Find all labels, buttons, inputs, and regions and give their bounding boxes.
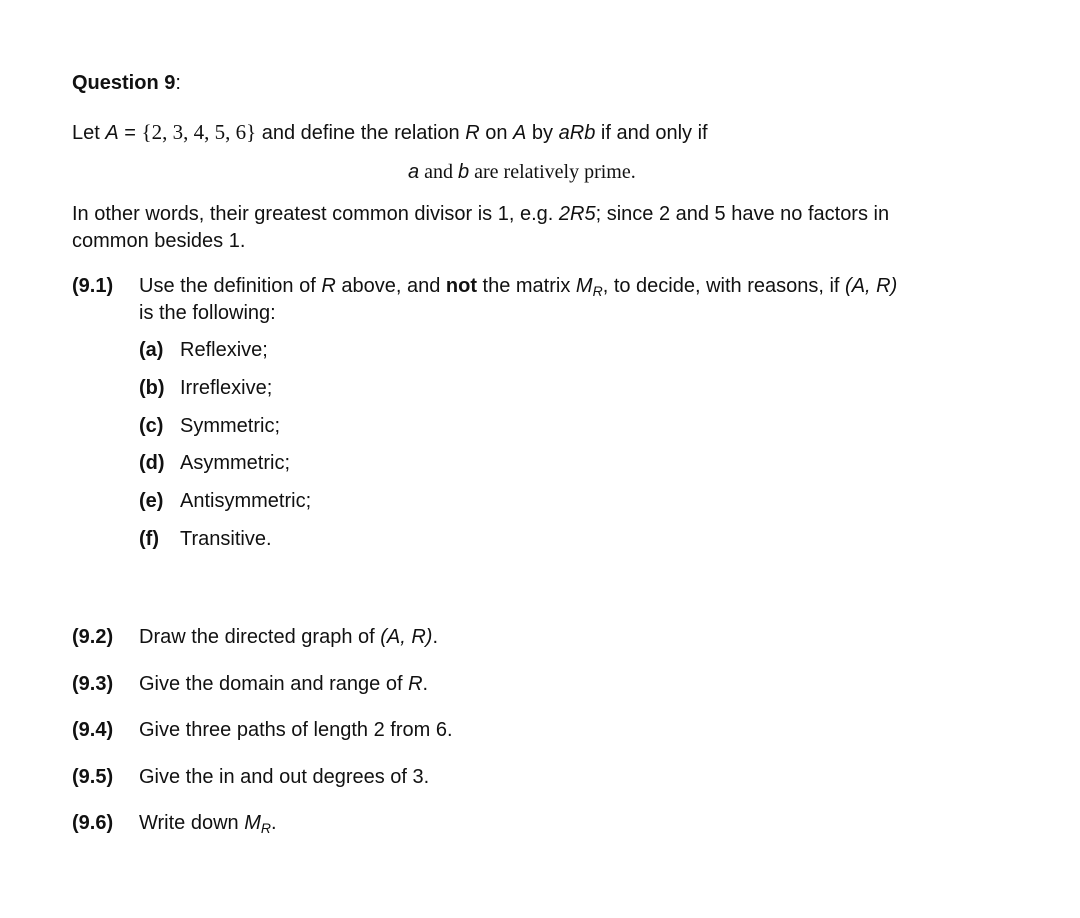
q95-number: (9.5): [72, 766, 114, 788]
q96-text-pre: Write down: [139, 812, 245, 834]
q94-text: Give three paths of length 2 from 6.: [139, 719, 453, 741]
q91-item-text: Irreflexive;: [180, 377, 273, 399]
q96-number: (9.6): [72, 812, 114, 834]
q96-matrix: M: [244, 812, 261, 834]
question-title-colon: :: [175, 72, 181, 94]
intro-end: if and only if: [595, 122, 708, 144]
q91-item-text: Asymmetric;: [180, 452, 290, 474]
relation-condition: [408, 161, 636, 184]
q96-matrix-sub: R: [260, 820, 272, 836]
q91-item-text: Transitive.: [180, 528, 272, 550]
condition-a: a: [408, 161, 420, 183]
paragraph-line-1: [72, 203, 889, 226]
q93-text-post: .: [422, 673, 429, 695]
condition-rest: are relatively prime.: [469, 161, 636, 183]
q93-number: (9.3): [72, 673, 114, 695]
q91-text-mid2: the matrix: [476, 275, 576, 297]
q96-text: [139, 812, 277, 835]
q93-text: [139, 673, 428, 696]
paragraph-post: ; since 2 and 5 have no factors in: [595, 203, 890, 225]
q92-text: [139, 626, 438, 649]
q93-text-pre: Give the domain and range of: [139, 673, 409, 695]
q91-item-label: (f): [139, 528, 159, 550]
q91-text-mid3: , to decide, with reasons, if: [602, 275, 846, 297]
q91-text-line-2: is the following:: [139, 302, 276, 324]
set-variable-2: A: [513, 122, 527, 144]
intro-line: [72, 120, 708, 145]
question-title-text: Question 9: [72, 72, 176, 94]
relation-variable: R: [465, 122, 480, 144]
intro-mid: and define the relation: [256, 122, 466, 144]
q94-number: (9.4): [72, 719, 114, 741]
paragraph-example: 2R5: [558, 203, 596, 225]
q95-text: Give the in and out degrees of 3.: [139, 766, 430, 788]
paragraph-pre: In other words, their greatest common divisor is 1, e.g.: [72, 203, 559, 225]
intro-on: on: [479, 122, 514, 144]
set-value: {2, 3, 4, 5, 6}: [141, 120, 257, 144]
q91-item-label: (b): [139, 377, 165, 399]
q91-item-label: (c): [139, 415, 164, 437]
q91-relation: R: [321, 275, 336, 297]
q91-item-text: Symmetric;: [180, 415, 280, 437]
question-title: [72, 72, 181, 95]
q91-text-mid: above, and: [335, 275, 446, 297]
q91-text-pre: Use the definition of: [139, 275, 322, 297]
arb-expression: aRb: [558, 122, 596, 144]
q91-item-label: (e): [139, 490, 164, 512]
q92-text-pre: Draw the directed graph of: [139, 626, 381, 648]
q92-text-post: .: [432, 626, 439, 648]
q96-text-post: .: [271, 812, 277, 834]
q91-matrix-sub: R: [592, 283, 603, 299]
q91-number: (9.1): [72, 275, 114, 297]
q93-relation: R: [408, 673, 423, 695]
intro-by: by: [526, 122, 559, 144]
condition-b: b: [458, 161, 470, 183]
q91-matrix: M: [575, 275, 593, 297]
set-variable: A: [105, 122, 119, 144]
q91-item-text: Antisymmetric;: [180, 490, 312, 512]
q91-item-text: Reflexive;: [180, 339, 268, 361]
q91-item-label: (d): [139, 452, 165, 474]
q91-text-line-1: [139, 275, 897, 298]
q92-number: (9.2): [72, 626, 114, 648]
q92-pair: (A, R): [380, 626, 433, 648]
intro-let: Let: [72, 122, 106, 144]
paragraph-line-2: common besides 1.: [72, 230, 246, 252]
q91-pair: (A, R): [845, 275, 898, 297]
q91-item-label: (a): [139, 339, 164, 361]
condition-and: and: [419, 161, 459, 183]
q91-not: not: [445, 275, 477, 297]
equals-sign: =: [118, 122, 142, 144]
